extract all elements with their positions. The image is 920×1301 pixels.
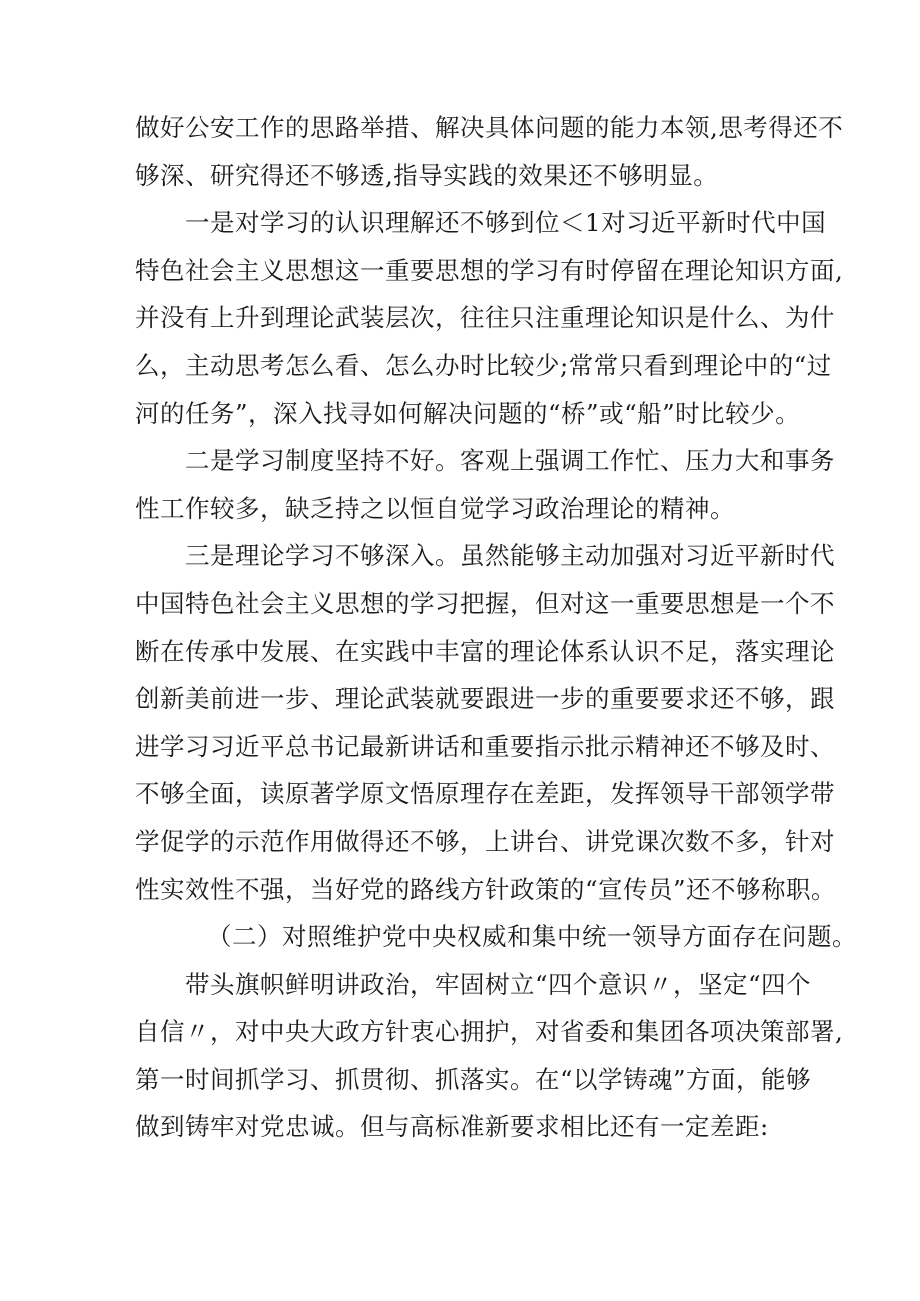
text-line: 创新美前进一步、理论武装就要跟进一步的重要要求还不够，跟 xyxy=(135,684,835,714)
text-line: 断在传承中发展、在实践中丰富的理论体系认识不足，落实理论 xyxy=(135,636,835,666)
text-line: 带头旗帜鲜明讲政治，牢固树立“四个意识〃，坚定“四个 xyxy=(185,969,812,999)
section-heading: （二）对照维护党中央权威和集中统一领导方面存在问题。 xyxy=(207,922,857,952)
text-line: 性实效性不强，当好党的路线方针政策的“宣传员”还不够称职。 xyxy=(135,874,837,904)
text-line: 二是学习制度坚持不好。客观上强调工作忙、压力大和事务 xyxy=(185,446,835,476)
text-line: 做到铸牢对党忠诚。但与高标准新要求相比还有一定差距: xyxy=(135,1112,769,1142)
text-line: 么，主动思考怎么看、怎么办时比较少;常常只看到理论中的“过 xyxy=(135,350,832,380)
text-line: 并没有上升到理论武装层次，往往只注重理论知识是什么、为什 xyxy=(135,303,835,333)
text-line: 中国特色社会主义思想的学习把握，但对这一重要思想是一个不 xyxy=(135,588,835,618)
text-line: 学促学的示范作用做得还不够，上讲台、讲党课次数不多，针对 xyxy=(135,826,835,856)
text-line: 性工作较多，缺乏持之以恒自觉学习政治理论的精神。 xyxy=(135,493,735,523)
text-line: 够深、研究得还不够透,指导实践的效果还不够明显。 xyxy=(135,160,719,190)
text-line: 进学习习近平总书记最新讲话和重要指示批示精神还不够及时、 xyxy=(135,731,835,761)
text-line: 特色社会主义思想这一重要思想的学习有时停留在理论知识方面, xyxy=(135,255,844,285)
text-line: 三是理论学习不够深入。虽然能够主动加强对习近平新时代 xyxy=(185,541,835,571)
text-line: 做好公安工作的思路举措、解决具体问题的能力本领,思考得还不 xyxy=(135,113,844,142)
text-line: 河的任务”，深入找寻如何解决问题的“桥”或“船”时比较少。 xyxy=(135,398,801,428)
text-line: 自信〃，对中央大政方针衷心拥护，对省委和集团各项决策部署, xyxy=(135,1017,844,1047)
text-line: 一是对学习的认识理解还不够到位＜1对习近平新时代中国 xyxy=(185,208,827,238)
text-line: 第一时间抓学习、抓贯彻、抓落实。在“以学铸魂”方面，能够 xyxy=(135,1064,812,1094)
text-line: 不够全面，读原著学原文悟原理存在差距，发挥领导干部领学带 xyxy=(135,779,835,809)
document-body xyxy=(135,104,857,1151)
